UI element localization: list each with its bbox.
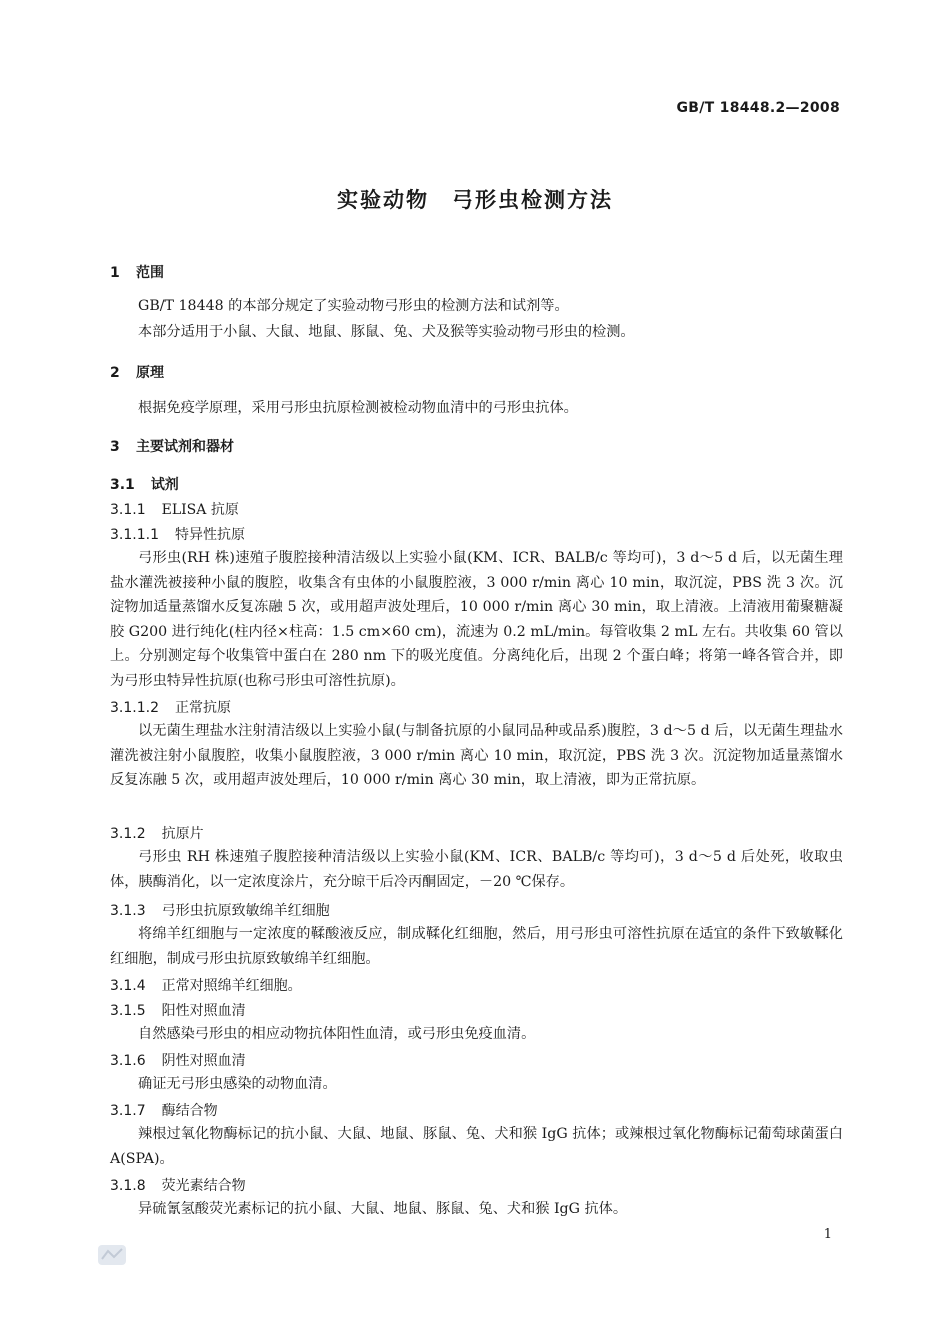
section-title: 正常对照绵羊红细胞。: [161, 978, 302, 994]
document-title: 实验动物 弓形虫检测方法: [337, 188, 613, 212]
subsection-3-1-2-paragraph: 弓形虫 RH 株速殖子腹腔接种清洁级以上实验小鼠(KM、ICR、BALB/c 等均可)，3 d～5 d 后处死，收取虫体，胰酶消化，以一定浓度涂片，充分晾干后冷丙酮固定，－20 ℃保存。: [110, 849, 843, 890]
section-title: 荧光素结合物: [161, 1178, 246, 1194]
subsection-3-1-6-paragraph: 确证无弓形虫感染的动物血清。: [138, 1076, 337, 1092]
subsection-3-1-3-paragraph: 将绵羊红细胞与一定浓度的鞣酸液反应，制成鞣化红细胞，然后，用弓形虫可溶性抗原在适宜的条件下致敏鞣化红细胞，制成弓形虫抗原致敏绵羊红细胞。: [110, 926, 843, 967]
subsection-3-1-3: [110, 900, 330, 920]
subsection-3-1-1-1: [110, 524, 245, 544]
section-title: 正常抗原: [174, 700, 231, 716]
section-title: 特异性抗原: [174, 527, 245, 543]
section-number: 2: [110, 365, 120, 381]
subsection-3-1-8: [110, 1175, 246, 1195]
subsection-3-1-1-1-paragraph: 弓形虫(RH 株)速殖子腹腔接种清洁级以上实验小鼠(KM、ICR、BALB/c 等均可)，3 d～5 d 后，以无菌生理盐水灌洗被接种小鼠的腹腔，收集含有虫体的小鼠腹腔液，3 000 r/min 离心 10 min，取沉淀，PBS 洗 3 次。沉淀物加适量蒸馏水反复冻融 5 次，或用超声波处理后，10 000 r/min 离心 30 min，取上清液。上清液用葡聚糖凝胶 G200 进行纯化(柱内径×柱高：1.5 cm×60 cm)，流速为 0.2 mL/min。每管收集 2 mL 左右。共收集 60 管以上。分别测定每个收集管中蛋白在 280 nm 下的吸光度值。分离纯化后，出现 2 个蛋白峰；将第一峰各管合并，即为弓形虫特异性抗原(也称弓形虫可溶性抗原)。: [110, 550, 843, 689]
section-number: 1: [110, 265, 120, 281]
section-3-heading: [110, 436, 234, 456]
subsection-3-1-2: [110, 823, 204, 843]
section-2-paragraph: 根据免疫学原理，采用弓形虫抗原检测被检动物血清中的弓形虫抗体。: [138, 400, 578, 416]
subsection-3-1-7: [110, 1100, 218, 1120]
page-number: 1: [823, 1227, 832, 1242]
publisher-logo-icon: [98, 1245, 126, 1265]
subsection-3-1-1: [110, 499, 239, 519]
section-number: 3.1.1: [110, 502, 146, 518]
section-title: 抗原片: [161, 826, 204, 842]
section-title: 阴性对照血清: [161, 1053, 246, 1069]
section-number: 3.1.8: [110, 1178, 146, 1194]
section-number: 3: [110, 439, 120, 455]
section-number: 3.1: [110, 477, 135, 493]
subsection-3-1-5: [110, 1000, 246, 1020]
section-title: 酶结合物: [161, 1103, 218, 1119]
subsection-3-1: [110, 474, 179, 494]
section-number: 3.1.6: [110, 1053, 146, 1069]
section-number: 3.1.7: [110, 1103, 146, 1119]
section-1-paragraph-1: GB/T 18448 的本部分规定了实验动物弓形虫的检测方法和试剂等。: [138, 298, 569, 314]
section-2-heading: [110, 362, 164, 382]
section-1-heading: [110, 262, 164, 282]
section-title: 弓形虫抗原致敏绵羊红细胞: [161, 903, 330, 919]
subsection-3-1-5-paragraph: 自然感染弓形虫的相应动物抗体阳性血清，或弓形虫免疫血清。: [138, 1026, 536, 1042]
subsection-3-1-7-paragraph: 辣根过氧化物酶标记的抗小鼠、大鼠、地鼠、豚鼠、兔、犬和猴 IgG 抗体；或辣根过氧化物酶标记葡萄球菌蛋白 A(SPA)。: [110, 1126, 843, 1167]
section-1-paragraph-2: 本部分适用于小鼠、大鼠、地鼠、豚鼠、兔、犬及猴等实验动物弓形虫的检测。: [138, 324, 635, 340]
standard-code: GB/T 18448.2—2008: [676, 100, 840, 116]
subsection-3-1-6: [110, 1050, 246, 1070]
section-title: 范围: [136, 265, 164, 281]
section-title: 原理: [136, 365, 164, 381]
section-title: 主要试剂和器材: [136, 439, 234, 455]
section-number: 3.1.5: [110, 1003, 146, 1019]
subsection-3-1-1-2: [110, 697, 231, 717]
section-title: 阳性对照血清: [161, 1003, 246, 1019]
section-number: 3.1.1.1: [110, 527, 159, 543]
section-number: 3.1.4: [110, 978, 146, 994]
section-number: 3.1.2: [110, 826, 146, 842]
subsection-3-1-8-paragraph: 异硫氰氢酸荧光素标记的抗小鼠、大鼠、地鼠、豚鼠、兔、犬和猴 IgG 抗体。: [138, 1201, 628, 1217]
section-title: ELISA 抗原: [161, 502, 239, 518]
section-number: 3.1.1.2: [110, 700, 159, 716]
section-number: 3.1.3: [110, 903, 146, 919]
subsection-3-1-4: [110, 975, 302, 995]
section-title: 试剂: [150, 477, 179, 493]
subsection-3-1-1-2-paragraph: 以无菌生理盐水注射清洁级以上实验小鼠(与制备抗原的小鼠同品种或品系)腹腔，3 d～5 d 后，以无菌生理盐水灌洗被注射小鼠腹腔，收集小鼠腹腔液，3 000 r/min 离心 10 min，取沉淀，PBS 洗 3 次。沉淀物加适量蒸馏水反复冻融 5 次，或用超声波处理后，10 000 r/min 离心 30 min，取上清液，即为正常抗原。: [110, 723, 843, 789]
